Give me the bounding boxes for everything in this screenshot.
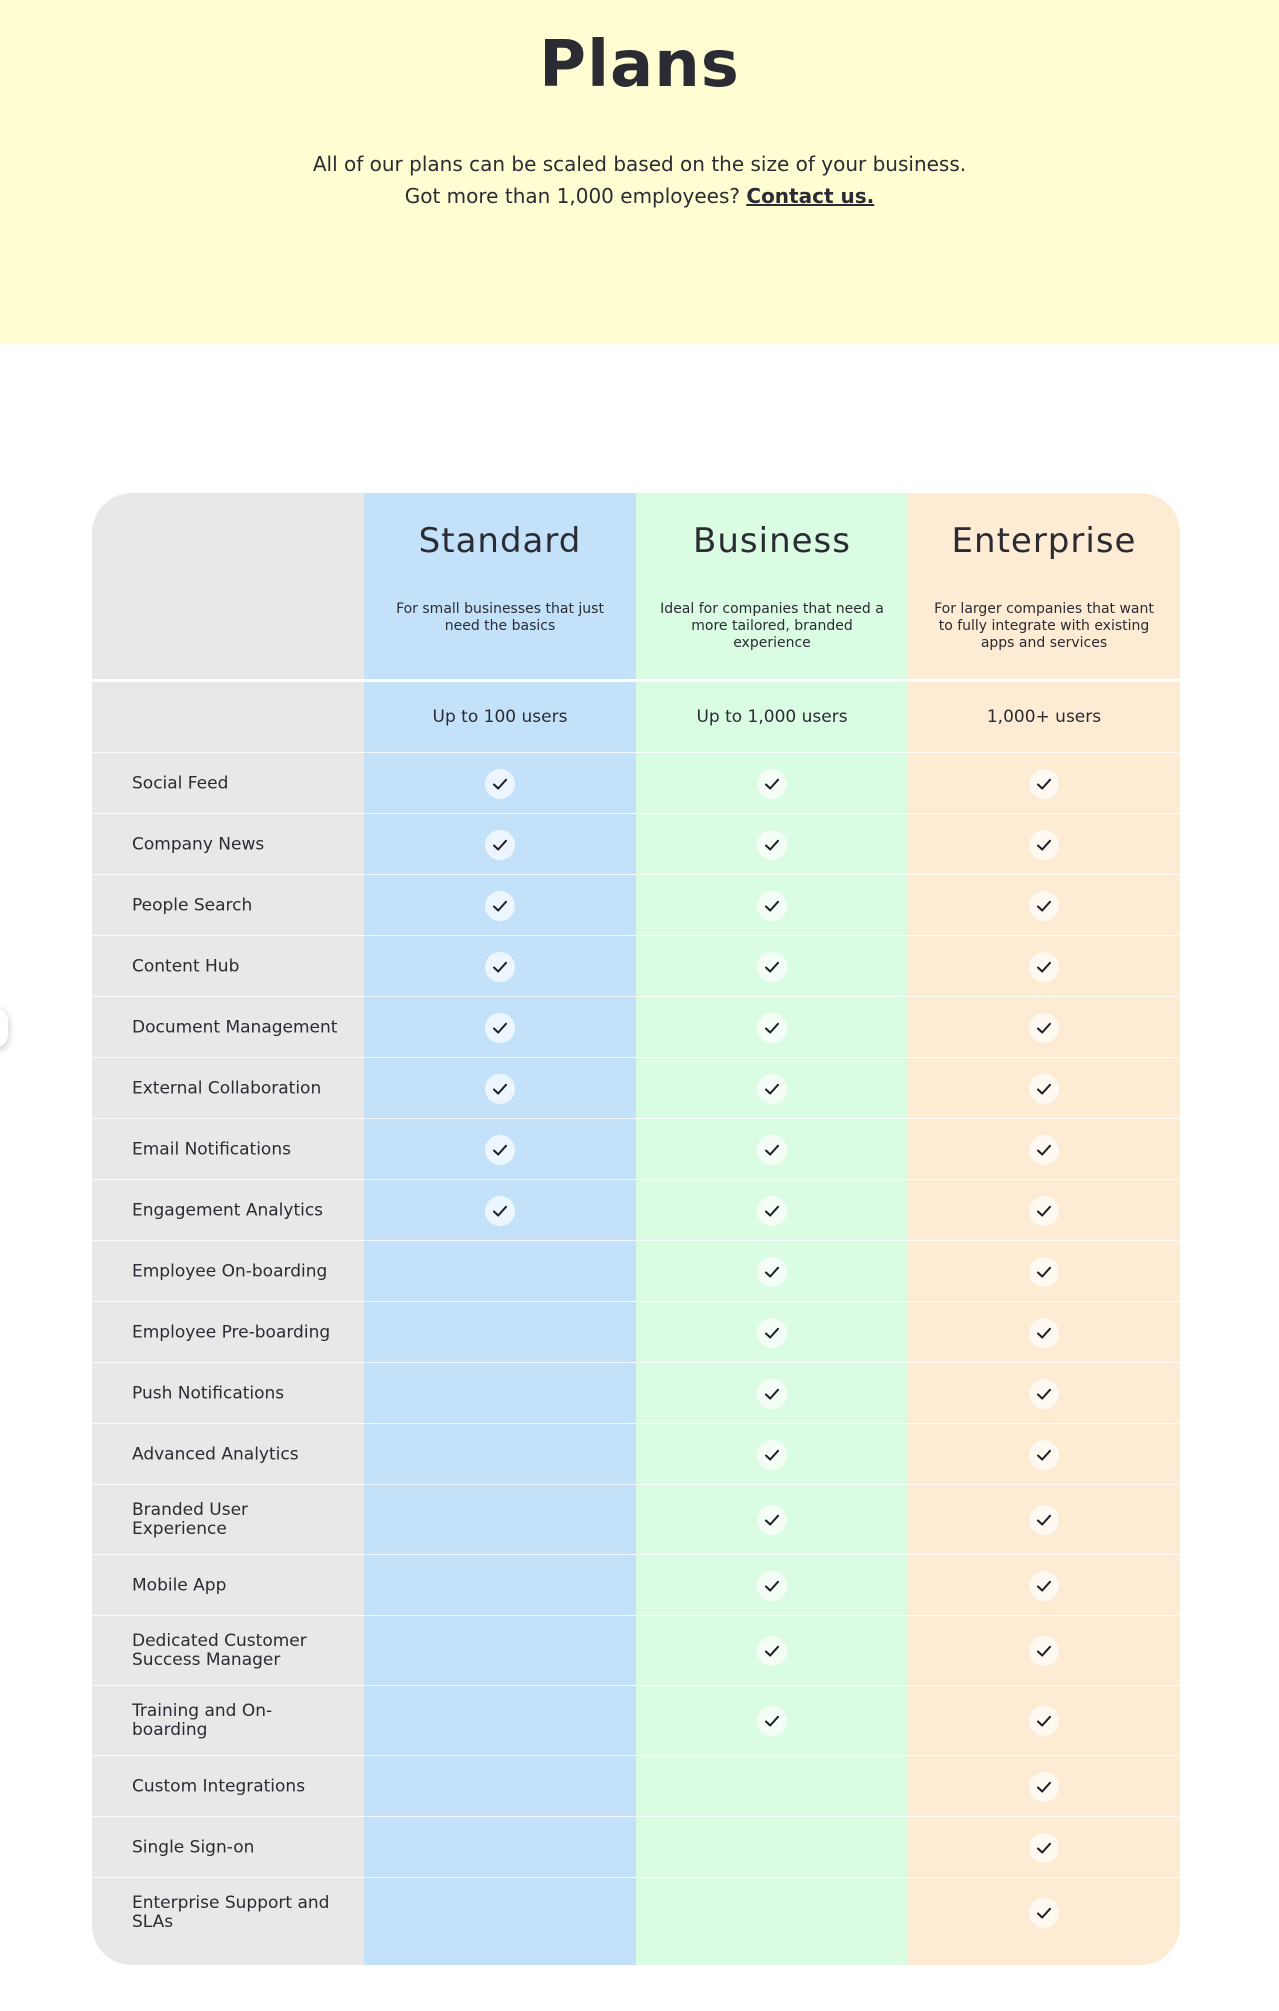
feature-row: [92, 1240, 1180, 1302]
feature-row: [92, 1118, 1180, 1180]
hero-line-2-text: Got more than 1,000 employees?: [404, 184, 741, 208]
feature-row: [92, 874, 1180, 936]
feature-label: Push Notifications: [132, 1383, 285, 1403]
check-icon: [757, 1505, 787, 1535]
check-icon: [1029, 891, 1059, 921]
feature-cell-standard: [364, 1424, 636, 1485]
plan-description-enterprise: For larger companies that want to fully integrate with existing apps and services: [934, 601, 1154, 651]
feature-row: [92, 1615, 1180, 1686]
feature-label: Dedicated Customer Success Manager: [132, 1631, 307, 1670]
feature-cell-standard: [364, 1180, 636, 1241]
check-icon: [1029, 830, 1059, 860]
check-icon: [757, 1318, 787, 1348]
feature-cell-business: [636, 1363, 908, 1424]
feature-row: [92, 1755, 1180, 1817]
contact-us-link[interactable]: Contact us.: [746, 184, 875, 208]
feature-label: Branded User Experience: [132, 1500, 249, 1539]
feature-label: Employee Pre-boarding: [132, 1322, 331, 1342]
feature-row: [92, 996, 1180, 1058]
check-icon: [485, 1135, 515, 1165]
check-icon: [757, 1379, 787, 1409]
check-icon: [485, 1074, 515, 1104]
feature-label: Mobile App: [132, 1575, 227, 1595]
check-icon: [1029, 1318, 1059, 1348]
feature-cell-standard: [364, 997, 636, 1058]
check-icon: [757, 1135, 787, 1165]
feature-cell-business: [636, 1485, 908, 1555]
feature-cell-standard: [364, 1817, 636, 1878]
feature-cell-business: [636, 1686, 908, 1756]
check-icon: [757, 1571, 787, 1601]
feature-cell-business: [636, 997, 908, 1058]
check-icon: [1029, 1196, 1059, 1226]
feature-label: Advanced Analytics: [132, 1444, 299, 1464]
check-icon: [1029, 769, 1059, 799]
feature-cell-business: [636, 1424, 908, 1485]
feature-row: [92, 1685, 1180, 1756]
feature-cell-enterprise: [908, 936, 1180, 997]
users-cell-business: [636, 682, 908, 752]
feature-label: Single Sign-on: [132, 1837, 255, 1857]
check-icon: [757, 830, 787, 860]
feature-cell-business: [636, 1756, 908, 1817]
feature-row: [92, 752, 1180, 814]
feature-label: External Collaboration: [132, 1078, 322, 1098]
feature-label: Social Feed: [132, 773, 229, 793]
feature-label: Content Hub: [132, 956, 240, 976]
feature-cell-business: [636, 1817, 908, 1878]
feature-cell-enterprise: [908, 1817, 1180, 1878]
feature-cell-business: [636, 1241, 908, 1302]
feature-cell-business: [636, 1302, 908, 1363]
feature-cell-business: [636, 814, 908, 875]
users-cell-enterprise: [908, 682, 1180, 752]
feature-cell-enterprise: [908, 1555, 1180, 1616]
feature-cell-enterprise: [908, 997, 1180, 1058]
feature-cell-standard: [364, 1241, 636, 1302]
check-icon: [1029, 1636, 1059, 1666]
check-icon: [1029, 1833, 1059, 1863]
feature-row: [92, 1301, 1180, 1363]
feature-row: [92, 1554, 1180, 1616]
check-icon: [1029, 1379, 1059, 1409]
feature-cell-standard: [364, 1119, 636, 1180]
feature-cell-standard: [364, 875, 636, 936]
page-title: Plans: [539, 28, 740, 102]
check-icon: [757, 1257, 787, 1287]
feature-cell-business: [636, 753, 908, 814]
check-icon: [757, 1196, 787, 1226]
feature-cell-standard: [364, 1485, 636, 1555]
feature-cell-enterprise: [908, 1616, 1180, 1686]
feature-cell-standard: [364, 814, 636, 875]
check-icon: [1029, 1706, 1059, 1736]
plan-name-enterprise: Enterprise: [951, 521, 1137, 561]
check-icon: [757, 1013, 787, 1043]
side-tab-handle[interactable]: [0, 1008, 8, 1048]
feature-cell-standard: [364, 1756, 636, 1817]
check-icon: [757, 769, 787, 799]
feature-label: Email Notifications: [132, 1139, 291, 1159]
feature-cell-standard: [364, 1878, 636, 1948]
check-icon: [1029, 1505, 1059, 1535]
check-icon: [1029, 1772, 1059, 1802]
feature-label: Employee On-boarding: [132, 1261, 328, 1281]
feature-cell-standard: [364, 753, 636, 814]
feature-cell-enterprise: [908, 1241, 1180, 1302]
plan-description-business: Ideal for companies that need a more tailored, branded experience: [660, 601, 884, 651]
check-icon: [485, 1196, 515, 1226]
users-cell-standard: [364, 682, 636, 752]
feature-cell-business: [636, 936, 908, 997]
feature-label: Enterprise Support and SLAs: [132, 1893, 330, 1932]
feature-cell-enterprise: [908, 1180, 1180, 1241]
plans-comparison-table: [92, 493, 1180, 1965]
feature-cell-enterprise: [908, 1686, 1180, 1756]
feature-row: [92, 1423, 1180, 1485]
feature-cell-standard: [364, 936, 636, 997]
feature-cell-enterprise: [908, 1363, 1180, 1424]
feature-row: [92, 1057, 1180, 1119]
check-icon: [757, 1440, 787, 1470]
feature-cell-enterprise: [908, 1119, 1180, 1180]
feature-cell-business: [636, 1555, 908, 1616]
feature-row: [92, 1816, 1180, 1878]
hero-line-2: [0, 180, 1279, 212]
users-enterprise: 1,000+ users: [986, 707, 1102, 727]
feature-cell-standard: [364, 1555, 636, 1616]
check-icon: [485, 952, 515, 982]
feature-cell-enterprise: [908, 814, 1180, 875]
check-icon: [757, 1706, 787, 1736]
check-icon: [1029, 1074, 1059, 1104]
check-icon: [485, 1013, 515, 1043]
feature-cell-enterprise: [908, 1058, 1180, 1119]
feature-cell-business: [636, 1180, 908, 1241]
check-icon: [757, 1636, 787, 1666]
feature-cell-business: [636, 1119, 908, 1180]
feature-label: Training and On-boarding: [132, 1701, 273, 1740]
feature-cell-enterprise: [908, 1424, 1180, 1485]
feature-label: Engagement Analytics: [132, 1200, 324, 1220]
check-icon: [1029, 952, 1059, 982]
feature-cell-standard: [364, 1302, 636, 1363]
feature-row: [92, 1362, 1180, 1424]
feature-row: [92, 1877, 1180, 1948]
feature-cell-business: [636, 875, 908, 936]
plan-name-business: Business: [693, 521, 851, 561]
feature-cell-standard: [364, 1058, 636, 1119]
feature-label: Document Management: [132, 1017, 338, 1037]
check-icon: [1029, 1898, 1059, 1928]
check-icon: [1029, 1571, 1059, 1601]
feature-label: Company News: [132, 834, 265, 854]
feature-label: People Search: [132, 895, 253, 915]
feature-label: Custom Integrations: [132, 1776, 306, 1796]
check-icon: [1029, 1440, 1059, 1470]
users-standard: Up to 100 users: [432, 707, 568, 727]
feature-cell-enterprise: [908, 875, 1180, 936]
check-icon: [485, 891, 515, 921]
feature-cell-business: [636, 1878, 908, 1948]
users-business: Up to 1,000 users: [696, 707, 848, 727]
feature-row: [92, 813, 1180, 875]
plan-name-standard: Standard: [418, 521, 582, 561]
hero-line-1: All of our plans can be scaled based on the size of your business.: [312, 152, 967, 176]
feature-cell-enterprise: [908, 1878, 1180, 1948]
feature-cell-enterprise: [908, 1302, 1180, 1363]
feature-cell-enterprise: [908, 753, 1180, 814]
feature-row: [92, 1484, 1180, 1555]
feature-row: [92, 935, 1180, 997]
feature-cell-enterprise: [908, 1485, 1180, 1555]
check-icon: [1029, 1013, 1059, 1043]
check-icon: [485, 830, 515, 860]
feature-cell-enterprise: [908, 1756, 1180, 1817]
users-row: [92, 682, 1180, 752]
check-icon: [757, 952, 787, 982]
hero-subtitle: [0, 148, 1279, 212]
check-icon: [757, 891, 787, 921]
check-icon: [757, 1074, 787, 1104]
feature-cell-business: [636, 1616, 908, 1686]
plan-description-standard: For small businesses that just need the basics: [396, 601, 604, 634]
hero-section: [0, 0, 1279, 344]
feature-cell-business: [636, 1058, 908, 1119]
feature-cell-standard: [364, 1616, 636, 1686]
check-icon: [1029, 1257, 1059, 1287]
check-icon: [485, 769, 515, 799]
feature-row: [92, 1179, 1180, 1241]
feature-cell-standard: [364, 1363, 636, 1424]
feature-cell-standard: [364, 1686, 636, 1756]
check-icon: [1029, 1135, 1059, 1165]
